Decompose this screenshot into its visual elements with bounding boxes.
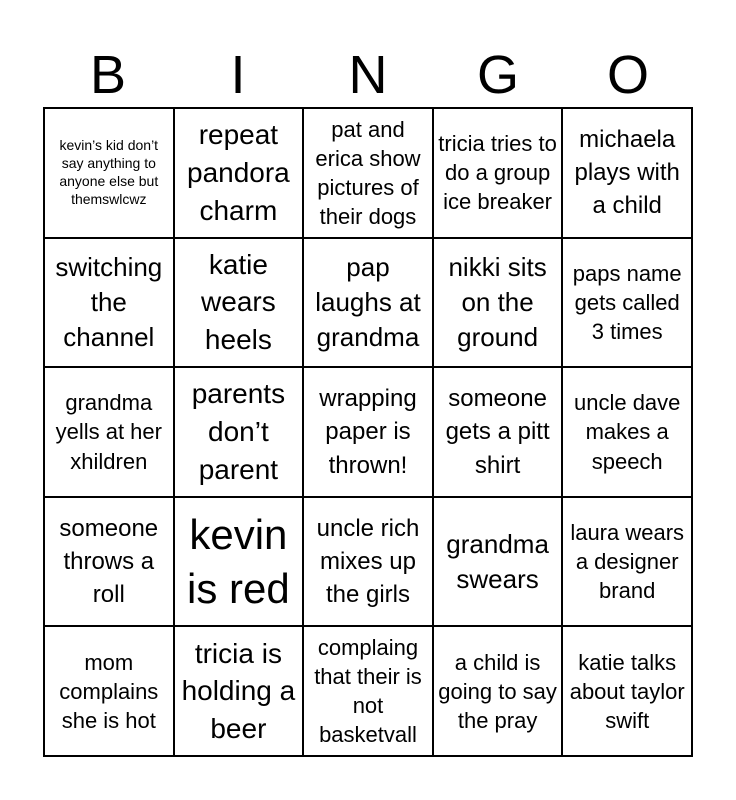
cell-text: wrapping paper is thrown! [319, 385, 417, 479]
header-letter-i: I [230, 45, 246, 105]
bingo-cell-r3c5[interactable] [562, 367, 692, 497]
bingo-cell-r4c5[interactable] [562, 497, 692, 627]
cell-text: tricia is holding a beer [181, 637, 296, 745]
cell-text: grandma swears [446, 528, 549, 594]
cell-text: mom complains she is hot [59, 649, 159, 733]
bingo-cell-r2c1[interactable] [44, 238, 174, 368]
bingo-cell-r2c4[interactable] [433, 238, 563, 368]
header-letter-g: G [476, 45, 519, 105]
bingo-cell-r1c2[interactable] [174, 108, 304, 238]
cell-text: paps name gets called 3 times [572, 260, 682, 344]
header-letter-o: O [606, 45, 649, 105]
bingo-cell-r1c4[interactable] [433, 108, 563, 238]
bingo-cell-r5c5[interactable] [562, 626, 692, 756]
header-letter-n: N [348, 45, 388, 105]
cell-text: laura wears a designer brand [570, 520, 685, 604]
cell-text: pat and erica show pictures of their dogs [315, 116, 421, 229]
bingo-cell-r1c3[interactable] [303, 108, 433, 238]
cell-text: katie wears heels [201, 248, 276, 356]
cell-text: grandma yells at her xhildren [55, 390, 162, 474]
cell-text: a child is going to say the pray [438, 649, 557, 733]
bingo-cell-r4c4[interactable] [433, 497, 563, 627]
cell-text: uncle dave makes a speech [573, 390, 681, 474]
bingo-grid [43, 107, 693, 757]
bingo-cell-r5c4[interactable] [433, 626, 563, 756]
bingo-cell-r1c1[interactable] [44, 108, 174, 238]
bingo-cell-r5c3[interactable] [303, 626, 433, 756]
cell-text: nikki sits on the ground [448, 251, 547, 352]
bingo-cell-r3c1[interactable] [44, 367, 174, 497]
bingo-cell-r5c1[interactable] [44, 626, 174, 756]
cell-text: repeat pandora charm [187, 119, 290, 226]
cell-text: michaela plays with a child [574, 126, 680, 220]
bingo-cell-r4c1[interactable] [44, 497, 174, 627]
cell-text: tricia tries to do a group ice breaker [438, 131, 557, 215]
cell-text: kevin is red [187, 510, 290, 612]
bingo-cell-r5c2[interactable] [174, 626, 304, 756]
cell-text: kevin’s kid don’t say anything to anyone else but themswlcwz [59, 136, 159, 207]
cell-text: parents don’t parent [191, 378, 286, 485]
cell-text: complaing that their is not basketvall [314, 635, 422, 748]
bingo-cell-r1c5[interactable] [562, 108, 692, 238]
header-letter-b: B [89, 45, 127, 105]
bingo-cell-r3c2[interactable] [174, 367, 304, 497]
cell-text: pap laughs at grandma [315, 251, 421, 352]
cell-text: switching the channel [55, 251, 163, 352]
bingo-cell-r2c3[interactable] [303, 238, 433, 368]
bingo-cell-r2c5[interactable] [562, 238, 692, 368]
cell-text: katie talks about taylor swift [569, 649, 685, 733]
cell-text: someone gets a pitt shirt [445, 385, 550, 479]
bingo-cell-r3c3[interactable] [303, 367, 433, 497]
bingo-cell-r4c3[interactable] [303, 497, 433, 627]
bingo-cell-r3c4[interactable] [433, 367, 563, 497]
cell-text: uncle rich mixes up the girls [316, 514, 420, 609]
bingo-header [43, 44, 693, 106]
bingo-cell-r4c2[interactable] [174, 497, 304, 627]
cell-text: someone throws a roll [59, 514, 159, 609]
bingo-cell-r2c2[interactable] [174, 238, 304, 368]
